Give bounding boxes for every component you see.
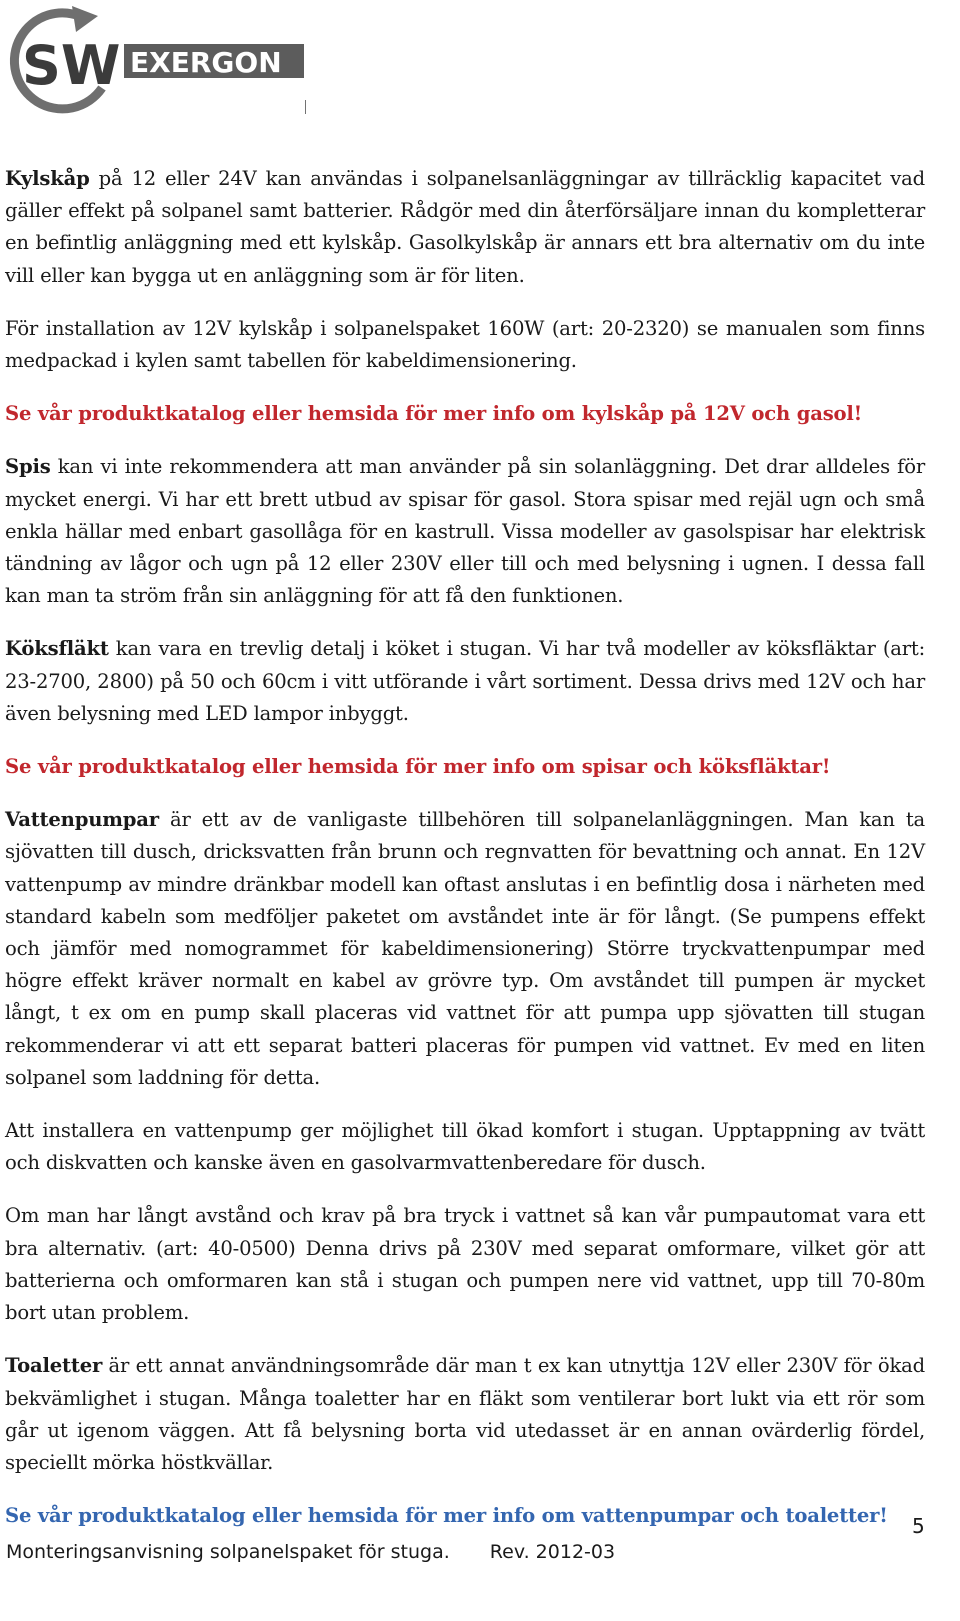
page-number: 5 xyxy=(912,1514,925,1538)
paragraph-kitchen-fans: Köksfläkt kan vara en trevlig detalj i köket i stugan. Vi har två modeller av köksfläktar (art: 23-2700, 2800) på 50 och 60cm i vitt utförande i vårt sortiment. Dessa drivs med 12V och har även belysning med LED lampor inbyggt. xyxy=(5,637,925,725)
paragraph-pump-comfort: Att installera en vattenpump ger möjlighet till ökad komfort i stugan. Upptappning av tvätt och diskvatten och kanske även en gasolvarmvattenberedare för dusch. xyxy=(5,1119,925,1175)
catalog-link-stoves: Se vår produktkatalog eller hemsida för mer info om spisar och köksfläktar! xyxy=(5,755,831,779)
logo-mark: SW xyxy=(22,34,121,97)
paragraph-stoves: Spis kan vi inte rekommendera att man använder på sin solanläggning. Det drar alldeles för mycket energi. Vi har ett brett utbud av spisar för gasol. Stora spisar med rejäl ugn och små enkla hällar med enbart gasollåga för en kastrull. Vissa modeller av gasolspisar har elektrisk tändning av lågor och ugn på 12 eller 230V eller till och med belysning i ugnen. I dessa fall kan man ta ström från sin anläggning för att få den funktionen. xyxy=(5,455,925,608)
catalog-link-pumps: Se vår produktkatalog eller hemsida för mer info om vattenpumpar och toaletter! xyxy=(5,1504,888,1528)
logo-text: EXERGON xyxy=(130,46,282,79)
paragraph-toilets: Toaletter är ett annat användningsområde där man t ex kan utnyttja 12V eller 230V för ökad bekvämlighet i stugan. Många toaletter har en fläkt som ventilerar bort lukt via ett rör som går ut igenom väggen. Att få belysning borta vid utedasset är en annan ovärderlig fördel, speciellt mörka höstkvällar. xyxy=(5,1354,925,1474)
page-footer xyxy=(6,1541,615,1563)
paragraph-pump-automat: Om man har långt avstånd och krav på bra tryck i vattnet så kan vår pumpautomat vara ett bra alternativ. (art: 40-0500) Denna drivs på 230V med separat omformare, vilket gör att batterierna och omformaren kan stå i stugan och pumpen nere vid vattnet, upp till 70-80m bort utan problem. xyxy=(5,1204,925,1325)
document-body xyxy=(5,163,925,1553)
paragraph-fridge-install: För installation av 12V kylskåp i solpanelspaket 160W (art: 20-2320) se manualen som finns medpackad i kylen samt tabellen för kabeldimensionering. xyxy=(5,316,925,373)
catalog-link-fridges: Se vår produktkatalog eller hemsida för mer info om kylskåp på 12V och gasol! xyxy=(5,402,863,426)
footer-revision: Rev. 2012-03 xyxy=(489,1541,616,1563)
exergon-logo-icon xyxy=(6,4,306,116)
footer-title: Monteringsanvisning solpanelspaket för stuga. xyxy=(6,1541,450,1563)
paragraph-water-pumps: Vattenpumpar är ett av de vanligaste tillbehören till solpanelanläggningen. Man kan ta sjövatten till dusch, dricksvatten från brunn och regnvatten för bevattning och annat. En 12V vattenpump av mindre dränkbar modell kan oftast anslutas i en befintlig dosa i närheten med standard kabeln som medföljer paketet om avståndet inte är för långt. (Se pumpens effekt och jämför med nomogrammet för kabeldimensionering) Större tryckvattenpumpar med högre effekt kräver normalt en kabel av grövre typ. Om avståndet till pumpen är mycket långt, t ex om en pump skall placeras vid vattnet för att pumpa upp sjövatten till stugan rekommenderar vi att ett separat batteri placeras för pumpen vid vattnet. Ev med en liten solpanel som laddning för detta. xyxy=(5,808,925,1089)
paragraph-fridges: Kylskåp på 12 eller 24V kan användas i solpanelsanläggningar av tillräcklig kapacitet vad gäller effekt på solpanel samt batterier. Rådgör med din återförsäljare innan du kompletterar en befintlig anläggning med ett kylskåp. Gasolkylskåp är annars ett bra alternativ om du inte vill eller kan bygga ut en anläggning som är för liten. xyxy=(5,167,925,287)
company-logo xyxy=(6,4,306,116)
